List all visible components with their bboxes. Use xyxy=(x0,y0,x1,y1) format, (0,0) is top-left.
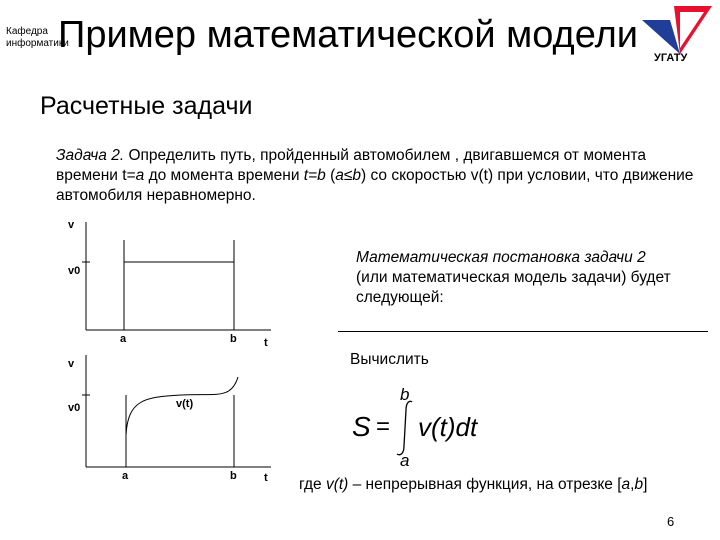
graph1-t-label: t xyxy=(264,337,268,349)
task-a: a xyxy=(135,167,145,184)
graph1-a-label: a xyxy=(120,333,127,345)
where-middle: – непрерывная функция, на отрезке [ xyxy=(348,476,622,493)
graph2-v0-label: v0 xyxy=(68,402,81,414)
where-b: b xyxy=(634,476,644,493)
formula-upper: b xyxy=(400,385,410,404)
task-a-le-b: a≤b xyxy=(335,167,361,184)
divider-line xyxy=(338,331,708,332)
task-text-3: ( xyxy=(325,167,336,184)
formulation-rest: (или математическая модель задачи) будет следующей: xyxy=(356,269,671,306)
graph1-v0-label: v0 xyxy=(68,265,81,277)
formula-equals: = xyxy=(376,413,391,440)
integral-formula xyxy=(340,380,540,470)
page-number: 6 xyxy=(667,514,675,529)
where-text xyxy=(299,476,647,494)
where-a: a xyxy=(621,476,631,493)
compute-label: Вычислить xyxy=(350,351,429,368)
page-title: Пример математической модели xyxy=(58,14,638,56)
graph-variable-speed xyxy=(56,345,296,485)
department-line1: Кафедра xyxy=(6,26,48,37)
graph1-b-label: b xyxy=(230,333,237,345)
task-label: Задача 2. xyxy=(56,147,125,164)
ugatu-logo xyxy=(640,4,716,68)
department-line2: информатики xyxy=(6,38,69,49)
where-vt: v(t) xyxy=(325,476,349,493)
task-description xyxy=(56,146,696,206)
where-comma: , xyxy=(630,476,635,493)
logo-label: УГАТУ xyxy=(654,52,688,64)
graph-constant-speed xyxy=(56,210,296,350)
formula-lhs: S xyxy=(352,411,371,442)
task-text-2: до момента времени xyxy=(144,167,304,184)
graph2-vt-label: v(t) xyxy=(176,398,194,410)
task-text-4: ) со скоростью v(t) при условии, что движение автомобиля неравномерно. xyxy=(56,167,694,204)
math-formulation-text xyxy=(356,248,676,308)
formula-integrand: v(t)dt xyxy=(418,412,478,442)
task-t-eq-b: t=b xyxy=(303,167,326,184)
integral-sign-icon xyxy=(397,401,412,454)
formulation-italic: Математическая постановка задачи 2 xyxy=(356,249,646,266)
graph2-a-label: a xyxy=(122,470,129,482)
task-text-1: Определить путь, пройденный автомобилем , двигавшемся от момента времени t= xyxy=(56,147,646,184)
where-prefix: где xyxy=(299,476,326,493)
graph1-v-label: v xyxy=(68,219,75,231)
graph2-v-label: v xyxy=(68,358,75,370)
section-subtitle: Расчетные задачи xyxy=(40,92,253,120)
where-end: ] xyxy=(643,476,648,493)
graph2-t-label: t xyxy=(264,472,268,484)
graph2-b-label: b xyxy=(230,470,237,482)
formula-lower: a xyxy=(400,451,410,470)
